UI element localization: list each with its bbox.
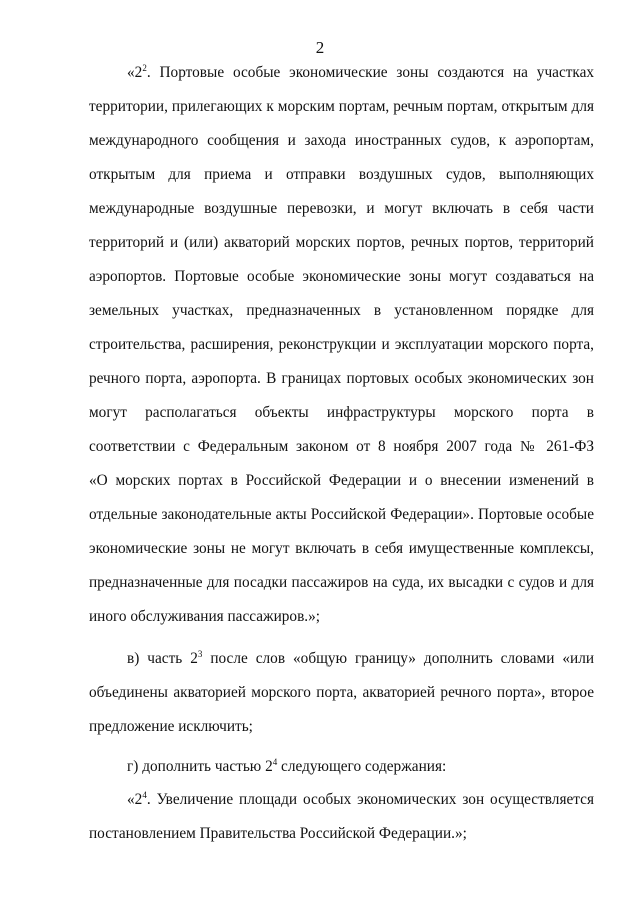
text-line: строительства, расширения, реконструкции и эксплуатации морского порта, bbox=[89, 336, 594, 353]
text-line: «О морских портах в Российской Федерации и о внесении изменений в bbox=[89, 472, 594, 489]
text-line: объединены акваторией морского порта, акваторией речного порта», второе bbox=[89, 684, 594, 701]
text-line: аэропортов. Портовые особые экономические зоны могут создаваться на bbox=[89, 268, 594, 285]
text-line: могут располагаться объекты инфраструктуры морского порта в bbox=[89, 404, 594, 421]
text-line: речного порта, аэропорта. В границах портовых особых экономических зон bbox=[89, 370, 594, 387]
text-line: земельных участках, предназначенных в установленном порядке для bbox=[89, 302, 594, 319]
text-line: постановлением Правительства Российской Федерации.»; bbox=[89, 825, 467, 842]
text-line: иного обслуживания пассажиров.»; bbox=[89, 608, 321, 625]
text-line: территории, прилегающих к морским портам, речным портам, открытым для bbox=[89, 98, 594, 115]
text-line: экономические зоны не могут включать в себя имущественные комплексы, bbox=[89, 540, 594, 557]
text-line: территорий и (или) акваторий морских портов, речных портов, территорий bbox=[89, 234, 594, 251]
text-line: международные воздушные перевозки, и могут включать в себя части bbox=[89, 200, 594, 217]
page-number: 2 bbox=[315, 38, 325, 57]
text-line: «$2^4$. Увеличение площади особых экономических зон осуществляется bbox=[127, 790, 594, 808]
text-line: международного сообщения и захода иностранных судов, к аэропортам, bbox=[89, 132, 594, 149]
text-line: открытым для приема и отправки воздушных судов, выполняющих bbox=[89, 166, 594, 183]
text-line: предложение исключить; bbox=[89, 718, 253, 735]
text-line: «$2^2$. Портовые особые экономические зоны создаются на участках bbox=[127, 63, 595, 81]
text-line: в) часть $2^3$ после слов «общую границу» дополнить словами «или bbox=[127, 649, 595, 667]
text-line: соответствии с Федеральным законом от 8 ноября 2007 года № 261-ФЗ bbox=[89, 438, 594, 455]
text-line: предназначенные для посадки пассажиров на суда, их высадки с судов и для bbox=[89, 574, 594, 591]
text-line: отдельные законодательные акты Российской Федерации». Портовые особые bbox=[89, 506, 594, 523]
text-line: г) дополнить частью $2^4$ следующего содержания: bbox=[127, 757, 447, 775]
